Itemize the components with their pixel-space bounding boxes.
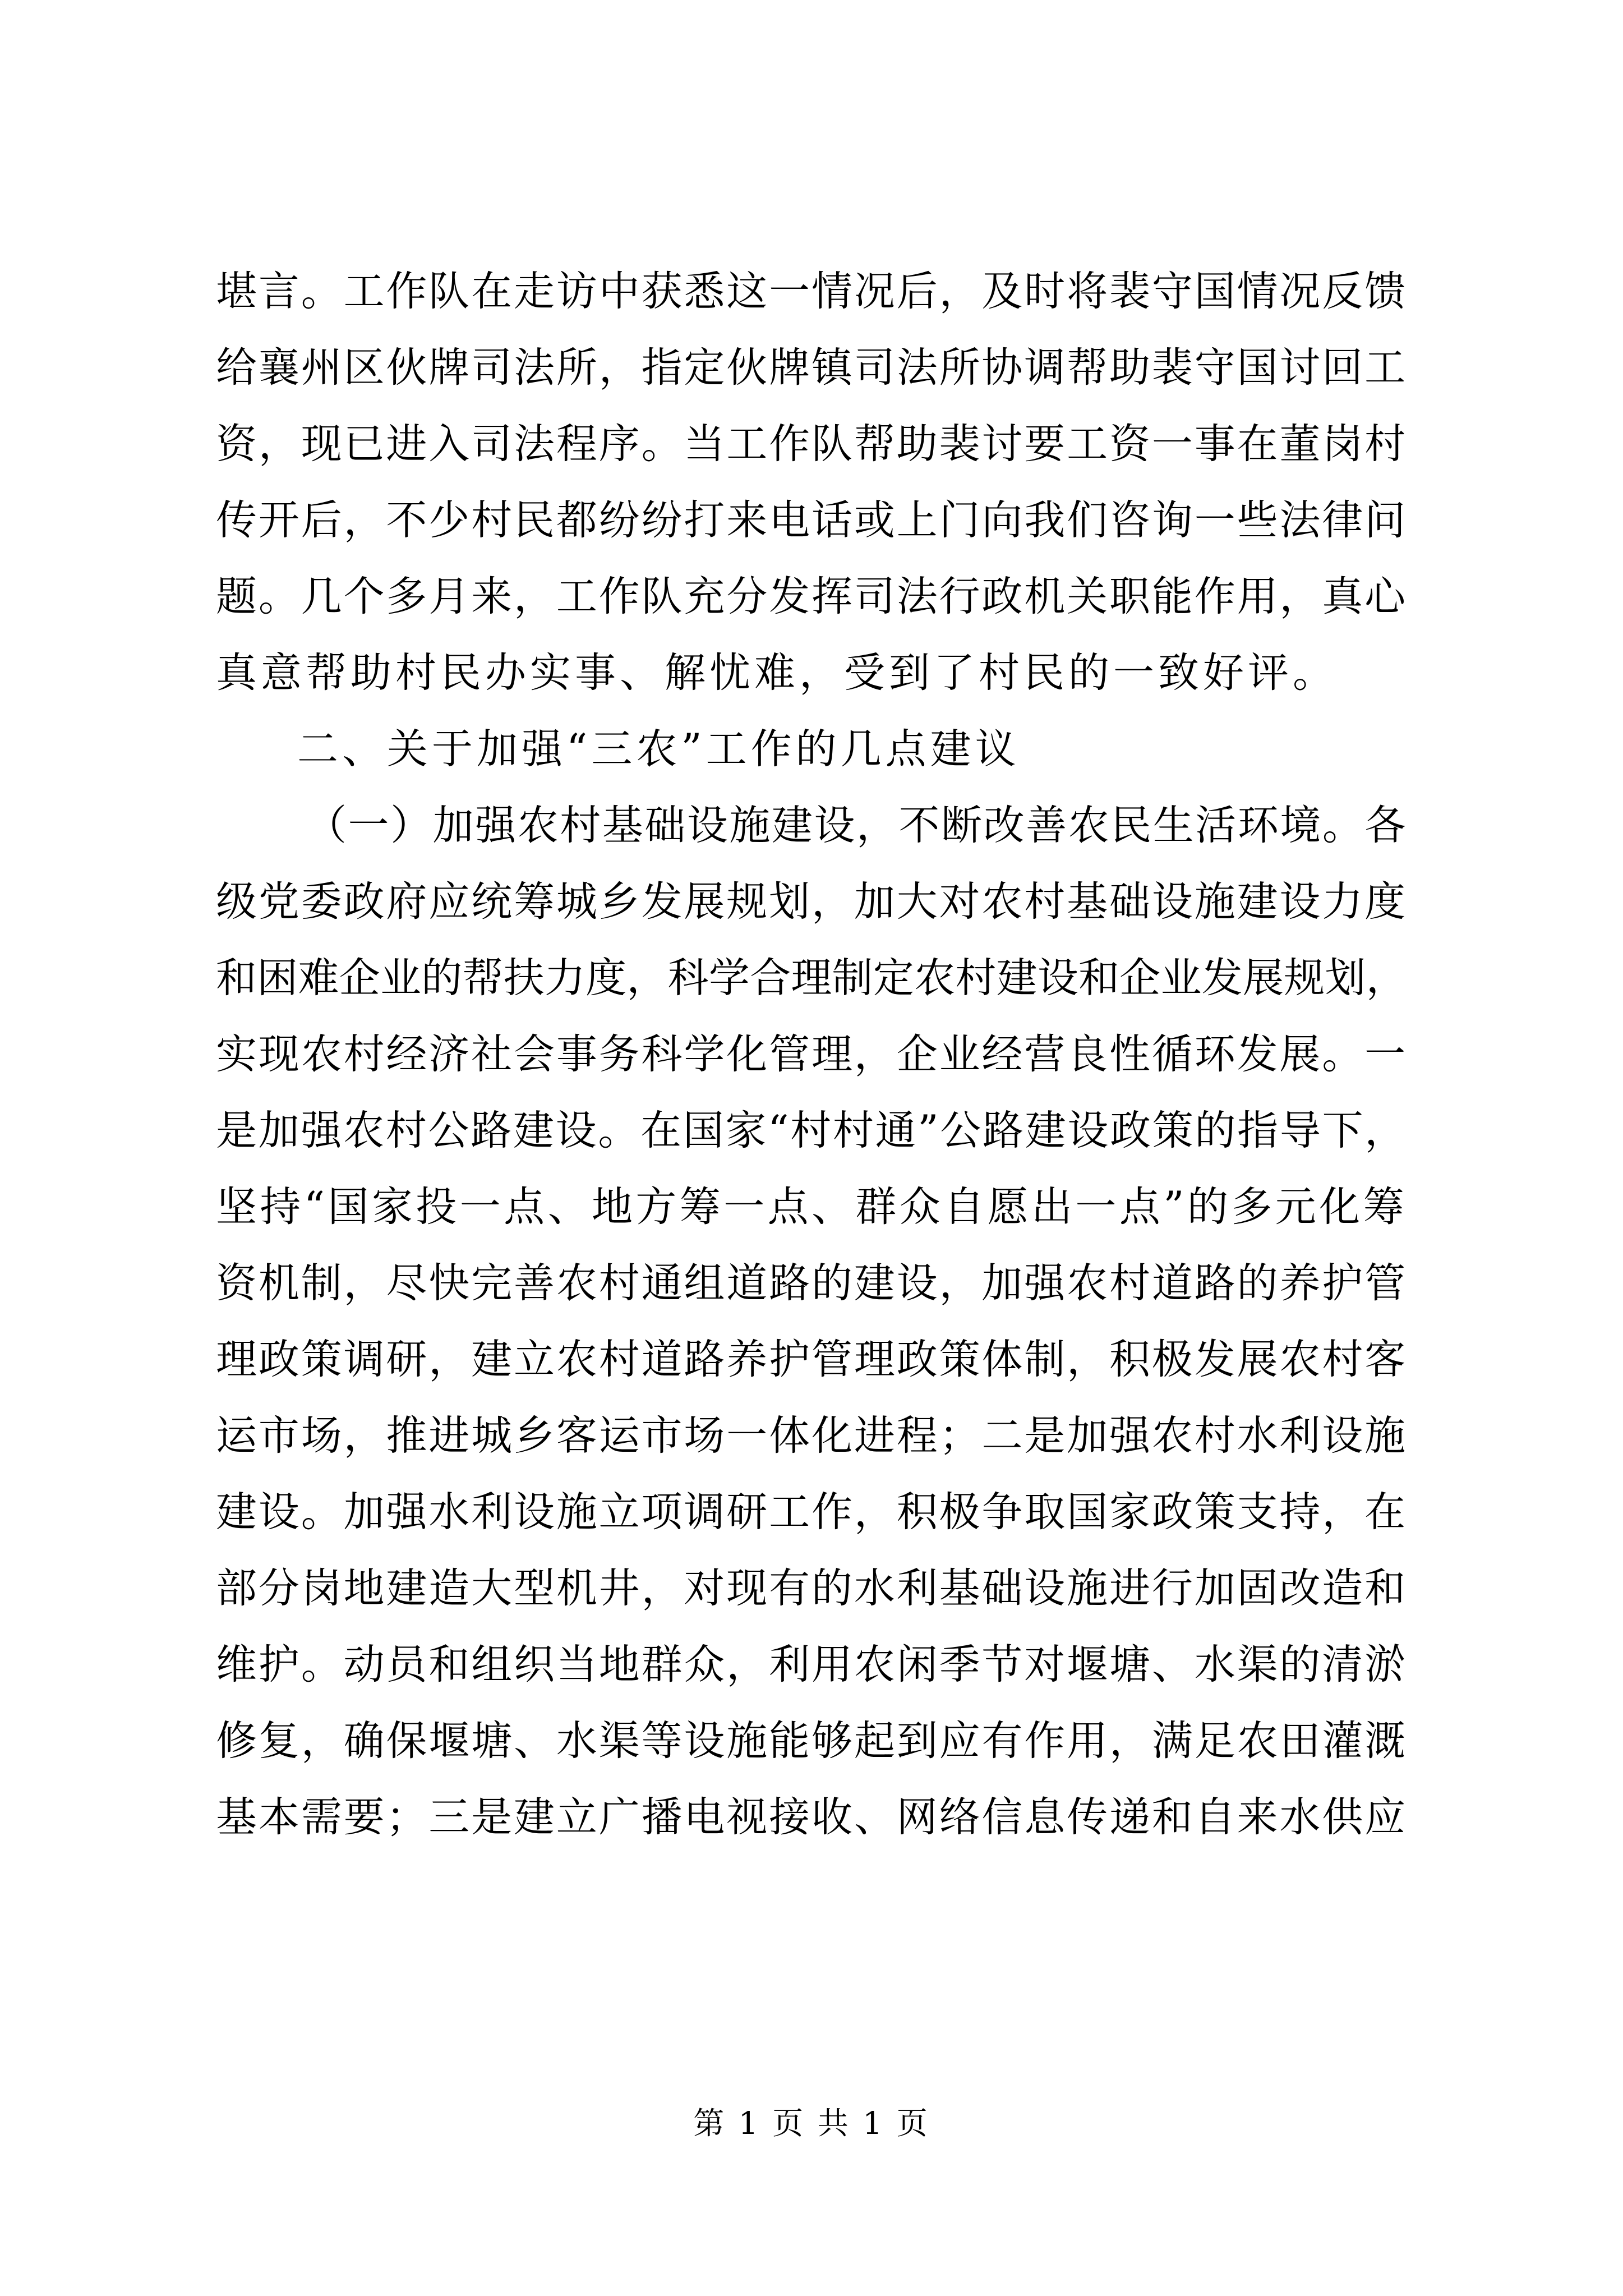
- body-text-line: 资，现已进入司法程序。当工作队帮助裴讨要工资一事在董岗村: [216, 420, 1407, 468]
- body-text-line: 给襄州区伙牌司法所，指定伙牌镇司法所协调帮助裴守国讨回工: [216, 344, 1407, 392]
- body-text-line: 和困难企业的帮扶力度，科学合理制定农村建设和企业发展规划，: [216, 954, 1407, 1002]
- body-text-line: 理政策调研，建立农村道路养护管理政策体制，积极发展农村客: [216, 1336, 1407, 1383]
- body-text-line: 修复，确保堰塘、水渠等设施能够起到应有作用，满足农田灌溉: [216, 1717, 1407, 1765]
- body-text-line: 基本需要；三是建立广播电视接收、网络信息传递和自来水供应: [216, 1793, 1407, 1841]
- body-text-line: 坚持“国家投一点、地方筹一点、群众自愿出一点”的多元化筹: [216, 1183, 1407, 1231]
- section-heading: 二、关于加强“三农”工作的几点建议: [297, 725, 1020, 773]
- body-text-line: 传开后，不少村民都纷纷打来电话或上门向我们咨询一些法律问: [216, 496, 1407, 544]
- body-text-line: 题。几个多月来，工作队充分发挥司法行政机关职能作用，真心: [216, 573, 1407, 620]
- body-text-line: 堪言。工作队在走访中获悉这一情况后，及时将裴守国情况反馈: [216, 268, 1407, 315]
- body-text-line: 运市场，推进城乡客运市场一体化进程；二是加强农村水利设施: [216, 1412, 1407, 1460]
- body-text-line: 建设。加强水利设施立项调研工作，积极争取国家政策支持，在: [216, 1488, 1407, 1536]
- body-text-line: 级党委政府应统筹城乡发展规划，加大对农村基础设施建设力度: [216, 878, 1407, 926]
- page-footer: 第 1 页 共 1 页: [693, 2105, 930, 2141]
- subsection-heading-line: （一）加强农村基础设施建设，不断改善农民生活环境。各: [306, 802, 1407, 849]
- body-text-line: 部分岗地建造大型机井，对现有的水利基础设施进行加固改造和: [216, 1565, 1407, 1612]
- body-text-line: 维护。动员和组织当地群众，利用农闲季节对堰塘、水渠的清淤: [216, 1641, 1407, 1688]
- body-text-line: 资机制，尽快完善农村通组道路的建设，加强农村道路的养护管: [216, 1259, 1407, 1307]
- body-text-line: 实现农村经济社会事务科学化管理，企业经营良性循环发展。一: [216, 1030, 1407, 1078]
- body-text-line: 真意帮助村民办实事、解忧难，受到了村民的一致好评。: [216, 649, 1338, 697]
- body-text-line: 是加强农村公路建设。在国家“村村通”公路建设政策的指导下，: [216, 1107, 1407, 1154]
